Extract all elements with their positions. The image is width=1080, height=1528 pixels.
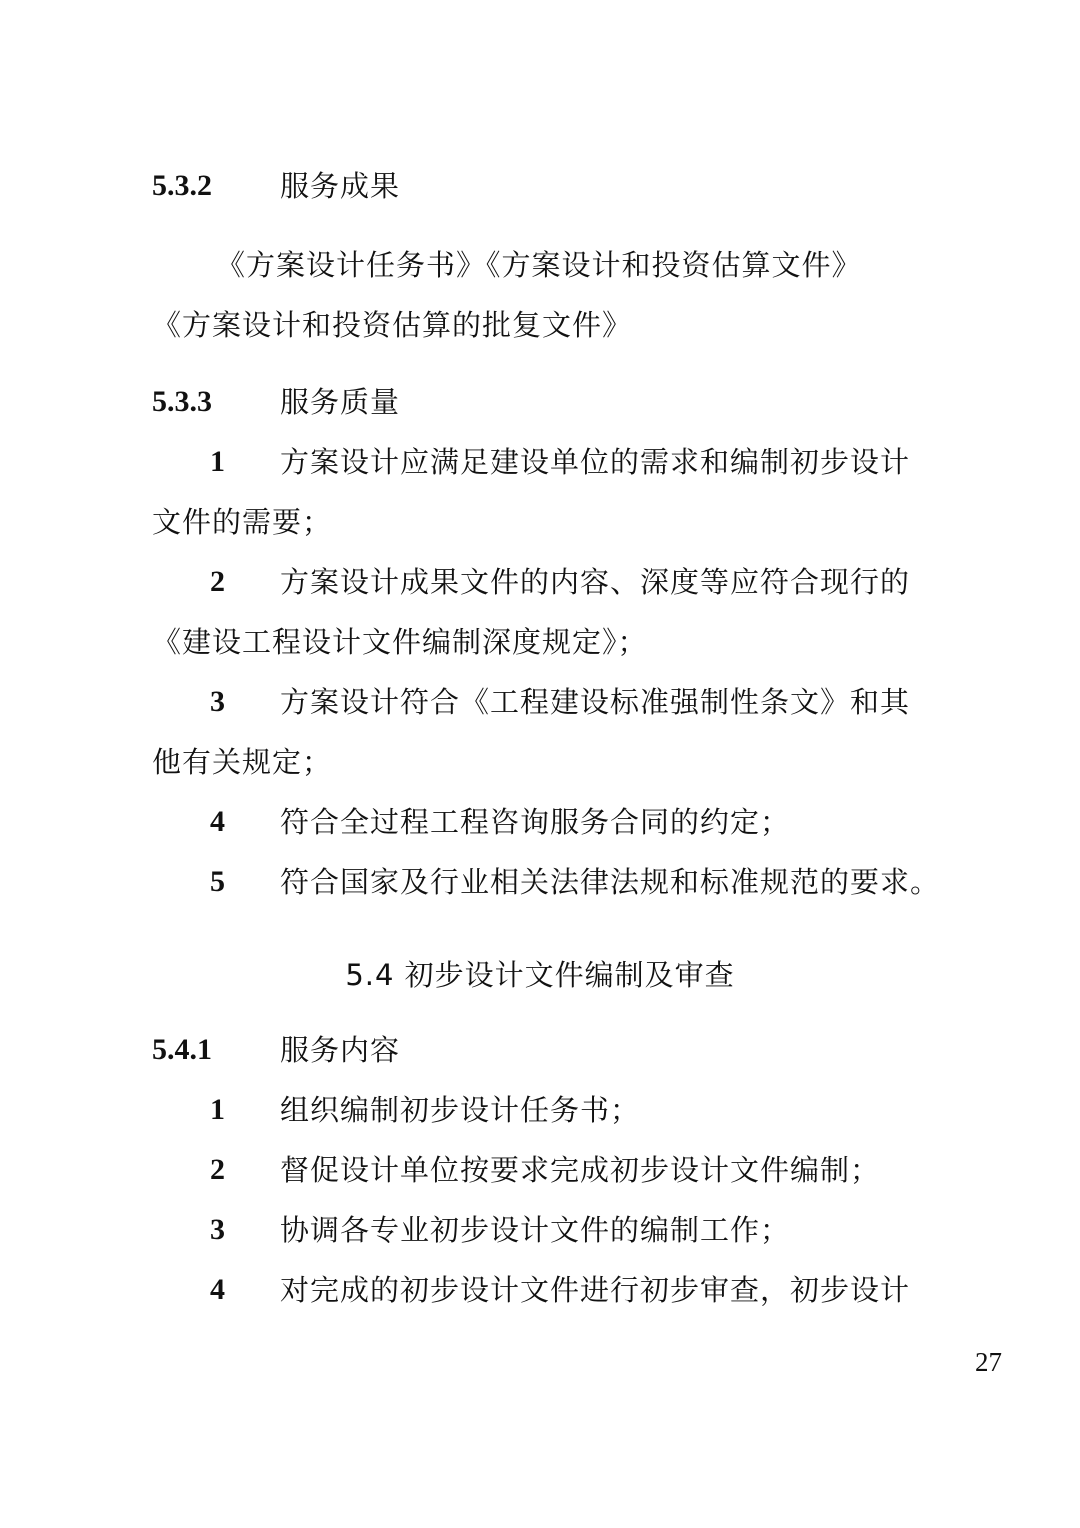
item-number: 2 xyxy=(210,1153,225,1186)
item-text: 方案设计符合《工程建设标准强制性条文》和其 xyxy=(280,685,911,719)
item-text: 符合国家及行业相关法律法规和标准规范的要求。 xyxy=(280,865,941,899)
item-number: 3 xyxy=(210,685,225,718)
item-number: 4 xyxy=(210,805,225,838)
paragraph-text: 《方案设计和投资估算的批复文件》 xyxy=(152,308,633,342)
heading-title: 服务质量 xyxy=(280,385,401,419)
item-text: 协调各专业初步设计文件的编制工作； xyxy=(280,1213,791,1247)
item-number: 1 xyxy=(210,445,225,478)
item-number: 2 xyxy=(210,565,225,598)
section-title: 5.4 初步设计文件编制及审查 xyxy=(345,958,735,992)
item-text: 符合全过程工程咨询服务合同的约定； xyxy=(280,805,791,839)
item-text: 方案设计成果文件的内容、深度等应符合现行的 xyxy=(280,565,911,599)
item-number: 5 xyxy=(210,865,225,898)
item-text: 文件的需要； xyxy=(152,505,333,539)
page-number: 27 xyxy=(975,1347,1002,1377)
paragraph-text: 《方案设计任务书》《方案设计和投资估算文件》 xyxy=(216,248,862,282)
heading-title: 服务内容 xyxy=(280,1033,401,1067)
item-text: 对完成的初步设计文件进行初步审查，初步设计 xyxy=(280,1273,911,1307)
item-number: 3 xyxy=(210,1213,225,1246)
heading-number: 5.3.2 xyxy=(152,169,212,202)
heading-number: 5.3.3 xyxy=(152,385,212,418)
item-number: 4 xyxy=(210,1273,225,1306)
item-text: 《建设工程设计文件编制深度规定》； xyxy=(152,625,648,659)
heading-title: 服务成果 xyxy=(280,169,401,203)
heading-number: 5.4.1 xyxy=(152,1033,212,1066)
item-text: 方案设计应满足建设单位的需求和编制初步设计 xyxy=(280,445,911,479)
item-text: 他有关规定； xyxy=(152,745,333,779)
item-number: 1 xyxy=(210,1093,225,1126)
item-text: 督促设计单位按要求完成初步设计文件编制； xyxy=(280,1153,881,1187)
item-text: 组织编制初步设计任务书； xyxy=(280,1093,641,1127)
